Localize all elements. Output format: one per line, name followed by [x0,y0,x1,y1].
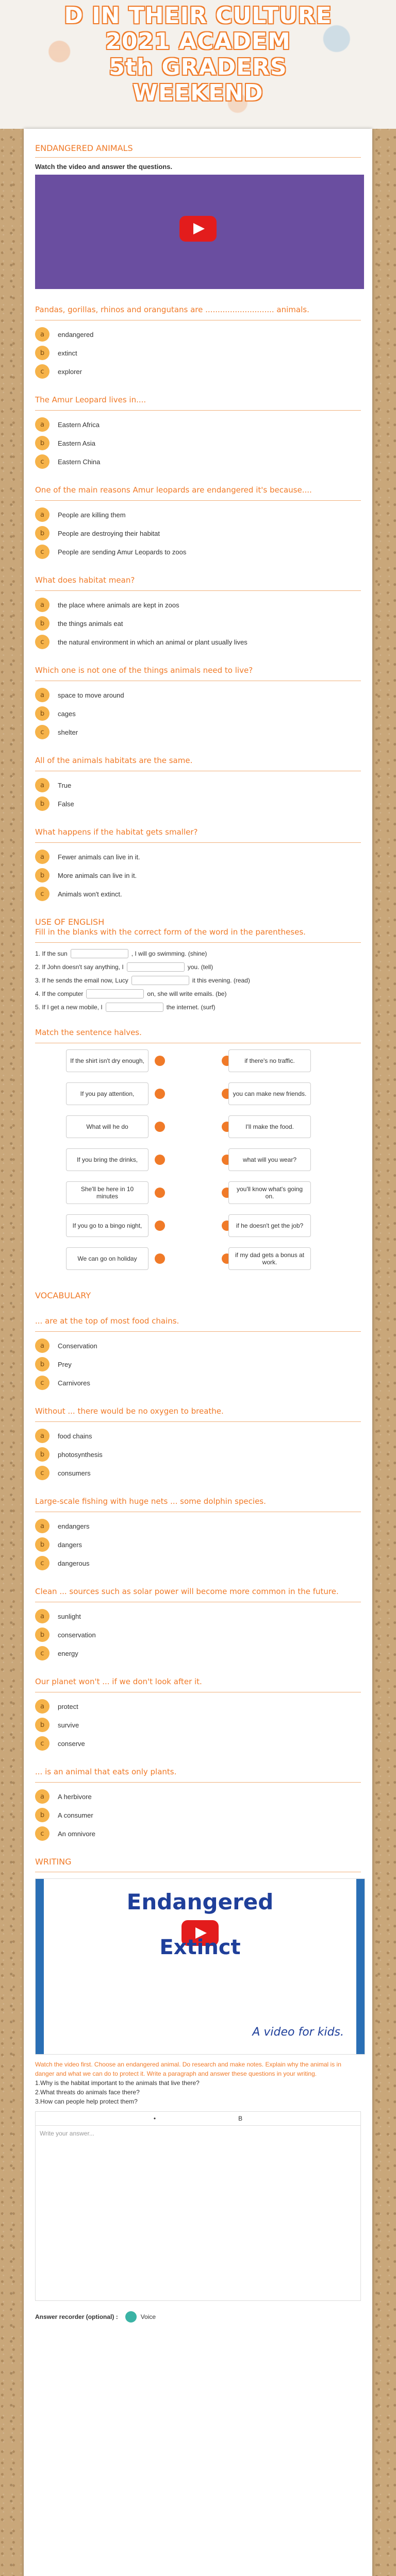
blank-after-text: the internet. (surf) [166,1004,216,1011]
option-letter-badge[interactable]: b [35,1628,50,1642]
match-row [35,1181,361,1209]
question [35,1316,361,1391]
option-text: the natural environment in which an animal or plant usually lives [58,638,248,646]
blank-input[interactable] [106,1003,163,1012]
blank-before-text: 5. If I get a new mobile, I [35,1004,103,1011]
answer-option[interactable] [35,417,361,432]
question [35,304,361,379]
option-text: conserve [58,1739,85,1748]
divider [35,842,361,843]
match-row [35,1214,361,1242]
divider [35,590,361,591]
match-left-item[interactable]: If you pay attention, [66,1082,148,1105]
writing-instructions [35,2060,361,2106]
option-text: Eastern Asia [58,439,95,447]
answer-option[interactable] [35,1518,361,1534]
video-caption: A video for kids. [252,2026,344,2039]
fill-blank-row [35,989,361,998]
answer-option[interactable] [35,597,361,613]
answer-option[interactable] [35,777,361,793]
option-text: the things animals eat [58,619,123,628]
answer-option[interactable] [35,634,361,650]
answer-option[interactable] [35,687,361,703]
match-dot-left[interactable] [155,1155,165,1165]
vocab-container [35,1316,361,1841]
writing-video-player[interactable] [35,1878,365,2055]
option-text: dangers [58,1540,82,1549]
blank-input[interactable] [71,949,128,958]
option-letter-badge[interactable]: c [35,1646,50,1660]
option-letter-badge[interactable]: a [35,1429,50,1443]
question [35,665,361,740]
option-text: A consumer [58,1811,93,1819]
question-text: Large-scale fishing with huge nets ... some dolphin species. [35,1497,266,1506]
answer-option[interactable] [35,849,361,865]
divider [35,942,361,943]
blank-before-text: 2. If John doesn't say anything, I [35,963,124,971]
worksheet-header [0,0,396,129]
question [35,485,361,560]
option-text: Prey [58,1360,72,1368]
option-text: protect [58,1702,78,1710]
answer-option[interactable] [35,1826,361,1841]
video-subtitle: Extinct [159,1936,241,1959]
matching-list [35,1049,361,1275]
question-text: The Amur Leopard lives in.... [35,395,146,404]
option-letter-badge[interactable]: b [35,1718,50,1732]
option-text: Carnivores [58,1379,90,1387]
option-text: consumers [58,1469,91,1477]
blank-after-text: you. (tell) [187,963,213,971]
option-letter-badge[interactable]: a [35,1789,50,1804]
option-text: Conservation [58,1342,97,1350]
option-letter-badge[interactable]: b [35,436,50,450]
question-text: Our planet won't ... if we don't look after it. [35,1677,202,1686]
blank-input[interactable] [127,962,185,972]
option-text: space to move around [58,691,124,699]
option-letter-badge[interactable]: b [35,346,50,360]
answer-option[interactable] [35,1807,361,1823]
blank-input[interactable] [131,976,189,985]
question [35,1767,361,1841]
blanks-list [35,949,361,1012]
voice-label: Voice [140,2313,156,2320]
answer-option[interactable] [35,327,361,342]
option-text: the place where animals are kept in zoos [58,601,179,609]
option-text: photosynthesis [58,1450,103,1459]
match-right-item[interactable]: I'll make the food. [228,1115,311,1138]
option-letter-badge[interactable]: b [35,526,50,540]
answer-option[interactable] [35,886,361,902]
answer-option[interactable] [35,1789,361,1804]
option-text: explorer [58,367,82,376]
question-text: What happens if the habitat gets smaller? [35,827,198,837]
section-title-english: USE OF ENGLISH [35,917,105,927]
video-title: Endangered [126,1889,274,1914]
option-letter-badge[interactable]: c [35,725,50,739]
option-letter-badge[interactable]: a [35,1609,50,1623]
header-line-1: D IN THEIR CULTURE [64,3,332,29]
option-text: People are killing them [58,511,126,519]
question [35,1496,361,1571]
match-right-item[interactable]: you can make new friends. [228,1082,311,1105]
question [35,755,361,811]
question-text: Pandas, gorillas, rhinos and orangutans are ............................ animals. [35,305,309,314]
blank-after-text: it this evening. (read) [192,977,250,984]
bold-button[interactable]: B [238,2115,243,2122]
match-row [35,1148,361,1176]
option-text: People are destroying their habitat [58,529,160,537]
option-text: shelter [58,728,78,736]
option-letter-badge[interactable]: c [35,454,50,469]
option-letter-badge[interactable]: b [35,706,50,721]
option-text: food chains [58,1432,92,1440]
section-title-vocab: VOCABULARY [35,1291,91,1300]
question [35,827,361,902]
answer-option[interactable] [35,796,361,811]
option-text: Eastern China [58,457,101,466]
option-letter-badge[interactable]: a [35,1519,50,1533]
option-text: Animals won't extinct. [58,890,122,898]
option-text: cages [58,709,76,718]
option-letter-badge[interactable]: b [35,868,50,883]
answer-option[interactable] [35,1646,361,1661]
option-letter-badge[interactable]: c [35,887,50,901]
writing-text-4: 3.How can people help protect them? [35,2098,138,2105]
instruction-watch: Watch the video and answer the questions. [35,163,173,171]
answer-option[interactable] [35,1555,361,1571]
match-left-item[interactable]: If you bring the drinks, [66,1148,148,1171]
answer-option[interactable] [35,345,361,361]
answer-option[interactable] [35,435,361,451]
match-left-item[interactable]: What will he do [66,1115,148,1138]
option-text: False [58,800,74,808]
option-letter-badge[interactable]: c [35,1736,50,1751]
match-row [35,1049,361,1077]
option-letter-badge[interactable]: b [35,616,50,631]
match-left-item[interactable]: If you go to a bingo night, [66,1214,148,1237]
section-title-endangered: ENDANGERED ANIMALS [35,143,133,153]
fill-blank-row [35,1003,361,1012]
option-text: True [58,781,72,789]
question [35,575,361,650]
writing-text-1: Watch the video first. Choose an endangered animal. Do research and make notes. Explain why the animal is in danger and what we can do to protect it. Write a paragraph and answer these questions in your writing. [35,2061,341,2077]
option-text: dangerous [58,1559,90,1567]
header-line-2: 2021 ACADEM [105,28,291,55]
match-row [35,1082,361,1110]
option-text: Fewer animals can live in it. [58,853,140,861]
answer-option[interactable] [35,1627,361,1642]
answer-option[interactable] [35,1338,361,1353]
match-dot-left[interactable] [155,1188,165,1198]
matching-title: Match the sentence halves. [35,1028,142,1037]
match-row [35,1247,361,1275]
record-voice-button[interactable] [125,2311,137,2323]
option-text: survive [58,1721,79,1729]
divider [35,410,361,411]
option-letter-badge[interactable]: b [35,1537,50,1552]
option-letter-badge[interactable]: b [35,1447,50,1462]
video-player[interactable] [35,175,364,289]
answer-option[interactable] [35,544,361,560]
question-text: ... is an animal that eats only plants. [35,1767,177,1776]
answer-option[interactable] [35,1736,361,1751]
blank-after-text: on, she will write emails. (be) [147,990,227,997]
blank-input[interactable] [86,989,144,998]
answer-option[interactable] [35,1717,361,1733]
answer-option[interactable] [35,526,361,541]
answer-textarea[interactable]: Write your answer... [35,2126,361,2301]
answer-option[interactable] [35,1608,361,1624]
option-letter-badge[interactable]: a [35,850,50,864]
question [35,1586,361,1661]
option-letter-badge[interactable]: c [35,1556,50,1570]
option-text: energy [58,1649,78,1657]
option-letter-badge[interactable]: a [35,778,50,792]
answer-option[interactable] [35,1357,361,1372]
answer-option[interactable] [35,364,361,379]
fill-blank-row [35,962,361,972]
bullet-list-button[interactable]: • [153,2115,156,2122]
option-letter-badge[interactable]: c [35,1466,50,1480]
question [35,1406,361,1481]
fill-blank-row [35,949,361,958]
match-left-item[interactable]: If the shirt isn't dry enough, [66,1049,148,1072]
answer-option[interactable] [35,616,361,631]
answer-option[interactable] [35,706,361,721]
writing-text-3: 2.What threats do animals face there? [35,2089,140,2096]
english-instruction: Fill in the blanks with the correct form of the word in the parentheses. [35,927,306,937]
option-text: endangered [58,330,94,338]
answer-recorder [35,2311,361,2323]
editor-toolbar [35,2111,361,2126]
question-text: Which one is not one of the things animals need to live? [35,666,253,675]
option-letter-badge[interactable]: a [35,507,50,522]
option-text: People are sending Amur Leopards to zoos [58,548,187,556]
answer-option[interactable] [35,1428,361,1444]
answer-option[interactable] [35,1465,361,1481]
header-line-4: WEEKEND [133,80,263,106]
blank-after-text: , I will go swimming. (shine) [131,950,207,957]
header-title [0,3,396,106]
option-text: More animals can live in it. [58,871,137,879]
answer-option[interactable] [35,454,361,469]
option-text: conservation [58,1631,96,1639]
option-letter-badge[interactable]: a [35,1699,50,1714]
option-letter-badge[interactable]: a [35,1338,50,1353]
match-dot-left[interactable] [155,1253,165,1264]
play-icon[interactable] [179,216,217,242]
answer-option[interactable] [35,724,361,740]
option-letter-badge[interactable]: c [35,635,50,649]
option-letter-badge[interactable]: a [35,417,50,432]
answer-option[interactable] [35,507,361,522]
question-text: What does habitat mean? [35,575,135,585]
divider [35,500,361,501]
match-left-item[interactable]: She'll be here in 10 minutes [66,1181,148,1204]
question [35,395,361,469]
answer-option[interactable] [35,1699,361,1714]
match-left-item[interactable]: We can go on holiday [66,1247,148,1270]
match-right-item[interactable]: what will you wear? [228,1148,311,1171]
option-text: sunlight [58,1612,81,1620]
option-letter-badge[interactable]: b [35,1357,50,1371]
question [35,1676,361,1751]
option-letter-badge[interactable]: a [35,598,50,612]
option-letter-badge[interactable]: b [35,1808,50,1822]
divider [35,1331,361,1332]
option-letter-badge[interactable]: b [35,796,50,811]
answer-option[interactable] [35,868,361,883]
match-row [35,1115,361,1143]
section-title-writing: WRITING [35,1857,72,1867]
option-text: A herbivore [58,1792,92,1801]
option-text: endangers [58,1522,90,1530]
question-text: ... are at the top of most food chains. [35,1316,179,1326]
match-right-item[interactable]: you'll know what's going on. [228,1181,311,1204]
option-letter-badge[interactable]: c [35,364,50,379]
match-dot-left[interactable] [155,1089,165,1099]
match-right-item[interactable]: if he doesn't get the job? [228,1214,311,1237]
recorder-label: Answer recorder (optional) : [35,2313,118,2320]
option-letter-badge[interactable]: a [35,327,50,342]
option-letter-badge[interactable]: c [35,545,50,559]
option-letter-badge[interactable]: a [35,688,50,702]
option-letter-badge[interactable]: c [35,1826,50,1841]
worksheet-sheet [24,129,372,2576]
match-dot-left[interactable] [155,1221,165,1231]
option-text: An omnivore [58,1829,95,1838]
question-text: Without ... there would be no oxygen to breathe. [35,1406,224,1416]
writing-text-2: 1.Why is the habitat important to the animals that live there? [35,2079,200,2087]
blank-before-text: 4. If the computer [35,990,84,997]
answer-option[interactable] [35,1375,361,1391]
match-right-item[interactable]: if there's no traffic. [228,1049,311,1072]
header-line-3: 5th GRADERS [109,54,287,80]
blank-before-text: 1. If the sun [35,950,68,957]
divider [35,157,361,158]
question-text: All of the animals habitats are the same. [35,756,193,765]
match-right-item[interactable]: if my dad gets a bonus at work. [228,1247,311,1270]
option-letter-badge[interactable]: c [35,1376,50,1390]
match-dot-left[interactable] [155,1122,165,1132]
question-text: One of the main reasons Amur leopards are endangered it's because.... [35,485,312,495]
blank-before-text: 3. If he sends the email now, Lucy [35,977,128,984]
divider [35,1421,361,1422]
answer-option[interactable] [35,1447,361,1462]
fill-blank-row [35,976,361,985]
question-text: Clean ... sources such as solar power will become more common in the future. [35,1587,339,1596]
answer-option[interactable] [35,1537,361,1552]
match-dot-left[interactable] [155,1056,165,1066]
questions-container [35,304,361,902]
divider [35,1782,361,1783]
option-text: Eastern Africa [58,420,100,429]
option-text: extinct [58,349,77,357]
